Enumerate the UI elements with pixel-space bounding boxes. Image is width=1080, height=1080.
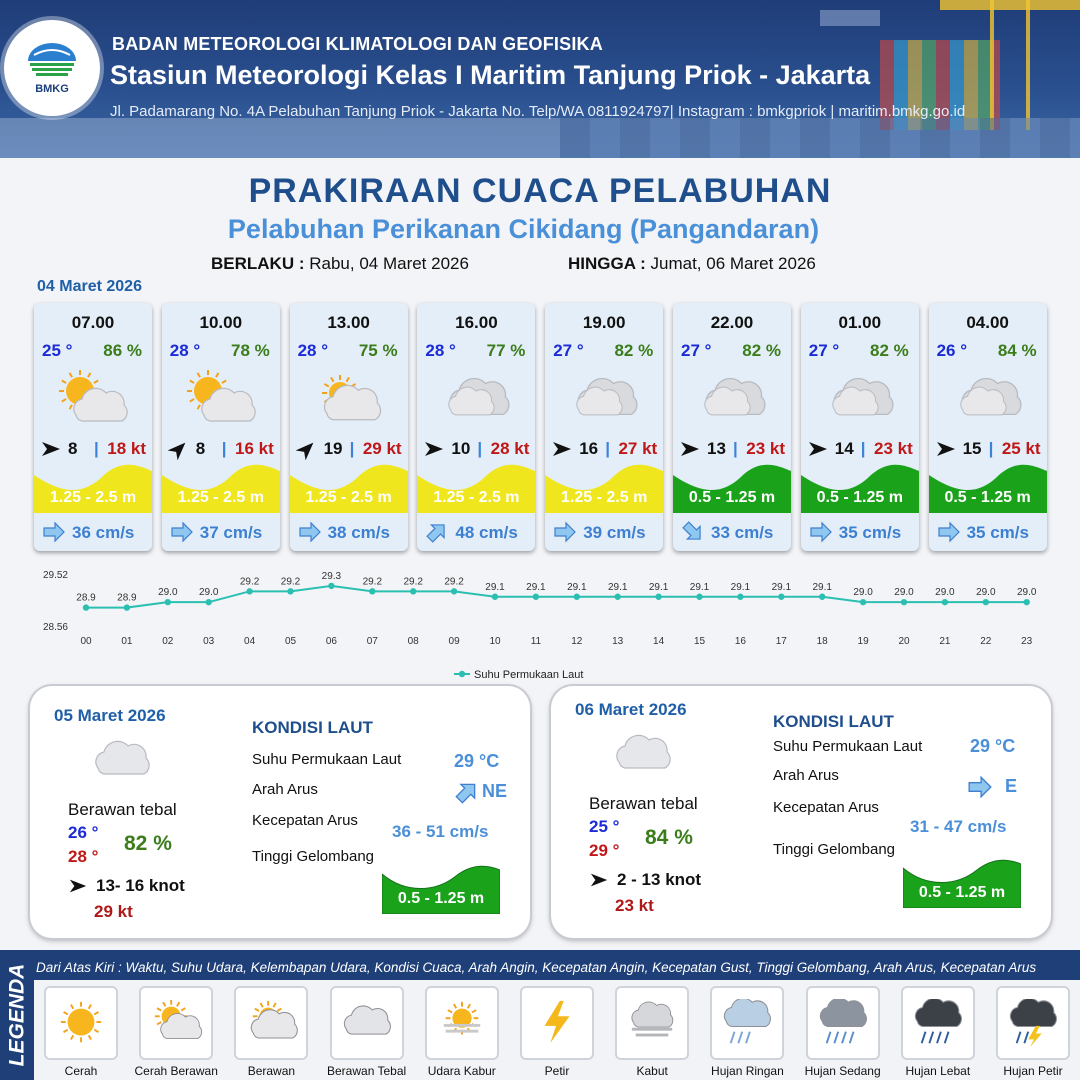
data-point xyxy=(778,594,784,600)
legend-description: Dari Atas Kiri : Waktu, Suhu Udara, Kelembapan Udara, Kondisi Cuaca, Arah Angin, Kecepatan Angin, Kecepatan Gust, Tinggi Gelombang, Arah Arus, Kecepatan Arus xyxy=(36,960,1037,975)
data-point xyxy=(492,594,498,600)
sst-label: Suhu Permukaan Laut xyxy=(773,738,923,755)
wind-gust: 23 kt xyxy=(874,439,913,458)
data-point xyxy=(615,594,621,600)
legend-item xyxy=(702,988,792,1078)
legend-label: Hujan Petir xyxy=(1003,1064,1063,1078)
wind-separator: | xyxy=(94,439,99,458)
data-label: 29.0 xyxy=(976,587,996,599)
x-tick-label: 11 xyxy=(530,636,542,647)
wind-direction-icon xyxy=(551,438,573,460)
legend-label: Kabut xyxy=(636,1064,668,1078)
x-tick-label: 08 xyxy=(407,636,419,647)
cloud-sun-icon xyxy=(244,999,298,1047)
sst-line-chart xyxy=(30,560,1070,685)
x-tick-label: 02 xyxy=(162,636,174,647)
cloud-icon xyxy=(340,999,394,1047)
current-speed: 31 - 47 cm/s xyxy=(910,817,1007,836)
thunderstorm-icon xyxy=(1006,999,1060,1047)
hour-card xyxy=(417,303,535,551)
air-temperature: 28 ° xyxy=(425,341,456,360)
weather-condition-icon xyxy=(314,369,384,429)
data-label: 29.2 xyxy=(280,576,301,588)
wave-height-label: Tinggi Gelombang xyxy=(773,841,896,858)
legend-icon-box xyxy=(903,988,973,1058)
legend-label: Berawan xyxy=(247,1064,296,1078)
wind-direction-icon xyxy=(296,438,318,460)
wind-direction-icon xyxy=(679,438,701,460)
data-point xyxy=(246,588,252,594)
legend-icon-box xyxy=(808,988,878,1058)
x-tick-label: 13 xyxy=(612,636,624,647)
wind-separator: | xyxy=(477,439,483,458)
data-point xyxy=(737,594,743,600)
air-temperature: 27 ° xyxy=(808,341,840,360)
wind-direction-icon xyxy=(68,876,88,896)
wind-separator: | xyxy=(860,439,866,458)
data-point xyxy=(83,604,89,610)
day-date: 05 Maret 2026 xyxy=(54,706,166,725)
wind-row xyxy=(417,438,535,462)
hour-card xyxy=(545,303,663,551)
legend-series-name: Suhu Permukaan Laut xyxy=(474,669,584,681)
haze-icon xyxy=(435,999,489,1047)
wind-row xyxy=(673,438,791,462)
legend-label: Hujan Ringan xyxy=(711,1064,784,1078)
sea-condition-heading: KONDISI LAUT xyxy=(252,718,373,737)
weather-condition-icon xyxy=(697,369,767,429)
cloud-icon xyxy=(613,730,673,780)
current-direction-icon xyxy=(170,520,194,544)
wind-separator: | xyxy=(349,439,355,458)
wind-direction-icon xyxy=(423,438,445,460)
x-tick-label: 15 xyxy=(693,636,706,647)
wave-height: 0.5 - 1.25 m xyxy=(397,890,485,907)
legend-label: Hujan Lebat xyxy=(905,1064,971,1078)
bmkg-logo xyxy=(4,20,100,116)
day-panel-05 xyxy=(30,686,530,938)
current-direction-icon xyxy=(425,520,449,544)
sst-value: 29 °C xyxy=(970,736,1016,756)
legend-item xyxy=(512,988,602,1078)
legend-label: Hujan Sedang xyxy=(804,1064,881,1078)
current-direction-label: Arah Arus xyxy=(252,781,318,798)
condition-text: Berawan tebal xyxy=(589,794,698,813)
data-point xyxy=(942,599,948,605)
x-tick-label: 04 xyxy=(244,636,256,647)
wave-height: 1.25 - 2.5 m xyxy=(561,489,648,506)
data-label: 29.1 xyxy=(567,581,587,593)
hour-card xyxy=(162,303,280,551)
wave-height: 1.25 - 2.5 m xyxy=(177,489,264,506)
wave-height: 0.5 - 1.25 m xyxy=(918,884,1006,901)
data-point xyxy=(124,604,130,610)
legend-icon-box xyxy=(712,988,782,1058)
y-tick-label: 29.52 xyxy=(42,570,68,581)
y-tick-label: 28.56 xyxy=(42,622,68,633)
condition-text: Berawan tebal xyxy=(68,800,177,819)
temp-max: 29 ° xyxy=(589,841,620,860)
x-tick-label: 07 xyxy=(366,636,378,647)
sst-chart xyxy=(30,560,1070,685)
wind-separator: | xyxy=(605,439,610,458)
sun-icon xyxy=(54,999,108,1047)
x-tick-label: 17 xyxy=(775,636,787,647)
data-label: 29.2 xyxy=(444,576,464,588)
current-speed-label: Kecepatan Arus xyxy=(252,812,358,829)
x-tick-label: 06 xyxy=(325,636,337,647)
current-direction-icon xyxy=(454,779,480,805)
temp-max: 28 ° xyxy=(68,847,99,866)
data-point xyxy=(369,588,375,594)
light-rain-icon xyxy=(720,999,774,1047)
data-point xyxy=(206,599,212,605)
x-tick-label: 16 xyxy=(734,636,746,647)
data-label: 28.9 xyxy=(76,592,96,604)
current-speed: 48 cm/s xyxy=(455,523,518,542)
humidity: 82 % xyxy=(614,341,654,360)
header-banner xyxy=(0,0,1080,158)
wind-separator: | xyxy=(733,439,738,458)
wind-row xyxy=(929,438,1047,462)
wave-height: 0.5 - 1.25 m xyxy=(816,489,903,506)
current-direction-icon xyxy=(937,520,961,544)
wind-range: 2 - 13 knot xyxy=(617,870,702,889)
current-speed: 35 cm/s xyxy=(966,523,1029,542)
data-label: 29.0 xyxy=(1016,587,1037,599)
legend-item xyxy=(417,988,507,1078)
port-name: Pelabuhan Perikanan Cikidang (Pangandaran) xyxy=(227,214,820,244)
data-point xyxy=(574,594,580,600)
data-point xyxy=(983,599,989,605)
current-speed: 36 - 51 cm/s xyxy=(392,822,489,841)
hour-card xyxy=(290,303,408,551)
data-point xyxy=(655,594,661,600)
weather-condition-icon xyxy=(58,369,128,429)
wind-speed: 16 xyxy=(579,439,599,458)
data-label: 29.1 xyxy=(526,581,546,593)
legend-item xyxy=(607,988,697,1078)
data-label: 29.1 xyxy=(730,581,751,593)
legend-label: Berawan Tebal xyxy=(327,1064,407,1078)
sea-condition-heading: KONDISI LAUT xyxy=(773,712,894,731)
current-row xyxy=(162,518,280,548)
data-point xyxy=(901,599,907,605)
current-direction: E xyxy=(1005,776,1018,796)
gust: 29 kt xyxy=(94,902,133,921)
day-panel-06 xyxy=(551,686,1051,938)
data-label: 29.1 xyxy=(689,581,710,593)
wind-row xyxy=(162,438,280,462)
wave-height: 1.25 - 2.5 m xyxy=(305,489,392,506)
air-temperature: 25 ° xyxy=(42,341,73,360)
x-tick-label: 09 xyxy=(448,636,460,647)
wind-direction-icon xyxy=(40,438,62,460)
current-direction-icon xyxy=(967,774,993,800)
legend-item xyxy=(226,988,316,1078)
wind-speed: 14 xyxy=(834,439,854,458)
wind-direction-icon xyxy=(589,870,609,890)
valid-from: BERLAKU : Rabu, 04 Maret 2026 xyxy=(211,254,469,273)
legend-item xyxy=(988,988,1078,1078)
page-title: PRAKIRAAN CUACA PELABUHAN xyxy=(248,172,832,210)
current-direction-icon xyxy=(298,520,322,544)
legend-icon-box xyxy=(141,988,211,1058)
humidity: 84 % xyxy=(997,341,1037,360)
data-label: 28.9 xyxy=(117,592,137,604)
legend-item xyxy=(322,988,412,1078)
current-speed: 36 cm/s xyxy=(72,523,135,542)
wind-row xyxy=(290,438,408,462)
sst-value: 29 °C xyxy=(454,751,500,771)
cloud-icon xyxy=(92,736,152,786)
wave-height: 1.25 - 2.5 m xyxy=(433,489,520,506)
legend-label: Petir xyxy=(544,1064,570,1078)
data-point xyxy=(860,599,866,605)
current-row xyxy=(417,518,535,548)
wind-gust: 18 kt xyxy=(107,439,146,458)
current-speed: 37 cm/s xyxy=(199,523,263,542)
data-point xyxy=(410,588,416,594)
data-label: 29.1 xyxy=(648,581,669,593)
legend-icon-box xyxy=(236,988,306,1058)
current-speed-label: Kecepatan Arus xyxy=(773,799,879,816)
wind-row xyxy=(34,438,152,462)
wind-gust: 16 kt xyxy=(235,439,274,458)
wind-gust: 28 kt xyxy=(490,439,530,458)
current-direction-icon xyxy=(42,520,66,544)
current-speed: 39 cm/s xyxy=(583,523,646,542)
hour-card xyxy=(673,303,791,551)
wind-direction-icon xyxy=(168,438,190,460)
air-temperature: 28 ° xyxy=(297,341,329,360)
legend-item xyxy=(131,988,221,1078)
moderate-rain-icon xyxy=(816,999,870,1047)
weather-condition-icon xyxy=(953,369,1023,429)
wind-gust: 27 kt xyxy=(618,439,658,458)
wind-gust: 23 kt xyxy=(746,439,785,458)
wind-direction-icon xyxy=(807,438,829,460)
wind-separator: | xyxy=(988,439,994,458)
data-point xyxy=(165,599,171,605)
legend-icon-box xyxy=(617,988,687,1058)
station-name: Stasiun Meteorologi Kelas I Maritim Tanjung Priok - Jakarta xyxy=(110,60,871,90)
air-temperature: 26 ° xyxy=(936,341,968,360)
legend-item xyxy=(893,988,983,1078)
x-tick-label: 20 xyxy=(898,636,910,647)
legend-title: LEGENDA xyxy=(5,963,28,1067)
legend-icon-box xyxy=(332,988,402,1058)
data-point xyxy=(533,594,539,600)
current-direction-icon xyxy=(681,520,705,544)
forecast-time: 22.00 xyxy=(710,313,754,332)
humidity: 78 % xyxy=(231,341,270,360)
data-label: 29.2 xyxy=(403,576,423,588)
forecast-time: 16.00 xyxy=(455,313,498,332)
data-label: 29.1 xyxy=(771,581,792,593)
forecast-time: 07.00 xyxy=(71,313,115,332)
legend-label: Udara Kabur xyxy=(427,1064,496,1078)
legend-icon-box xyxy=(998,988,1068,1058)
logo-text: BMKG xyxy=(35,83,69,95)
gust: 23 kt xyxy=(615,896,654,915)
wind-row xyxy=(801,438,919,462)
wind-speed: 15 xyxy=(962,439,982,458)
hour-card xyxy=(929,303,1047,551)
wave-height: 0.5 - 1.25 m xyxy=(688,489,776,506)
forecast-time: 13.00 xyxy=(327,313,370,332)
sun-cloud-icon xyxy=(149,999,203,1047)
hour-card xyxy=(801,303,919,551)
legend-icon-box xyxy=(522,988,592,1058)
wind-separator: | xyxy=(221,439,227,458)
legend-marker xyxy=(459,671,465,677)
station-address: Jl. Padamarang No. 4A Pelabuhan Tanjung Priok - Jakarta No. Telp/WA 0811924797| Instagram : bmkgpriok | maritim.bmkg.go.id xyxy=(110,103,966,120)
day-date: 06 Maret 2026 xyxy=(575,700,687,719)
humidity: 75 % xyxy=(358,341,398,360)
humidity: 82 % xyxy=(124,832,172,855)
current-row xyxy=(929,518,1047,548)
data-point xyxy=(451,588,457,594)
current-row xyxy=(545,518,663,548)
air-temperature: 27 ° xyxy=(681,341,712,360)
x-tick-label: 10 xyxy=(489,636,501,647)
legend-icon-box xyxy=(427,988,497,1058)
data-label: 29.0 xyxy=(853,587,873,599)
sst-label: Suhu Permukaan Laut xyxy=(252,751,402,768)
x-tick-label: 12 xyxy=(571,636,583,647)
current-row xyxy=(673,518,791,548)
weather-condition-icon xyxy=(441,369,511,429)
forecast-time: 19.00 xyxy=(582,313,626,332)
data-point xyxy=(1024,599,1030,605)
fog-icon xyxy=(625,999,679,1047)
wind-speed: 19 xyxy=(323,439,343,458)
series-line xyxy=(86,586,1027,608)
x-tick-label: 01 xyxy=(121,636,133,647)
wave-height: 1.25 - 2.5 m xyxy=(49,489,137,506)
weather-condition-icon xyxy=(825,369,895,429)
current-direction-label: Arah Arus xyxy=(773,767,839,784)
legend-icon-box xyxy=(46,988,116,1058)
data-label: 29.3 xyxy=(321,570,342,582)
bmkg-emblem-icon xyxy=(24,41,80,81)
x-tick-label: 18 xyxy=(816,636,828,647)
x-tick-label: 22 xyxy=(980,636,992,647)
current-speed: 33 cm/s xyxy=(711,523,774,542)
current-speed: 35 cm/s xyxy=(838,523,902,542)
x-tick-label: 19 xyxy=(857,636,869,647)
legend-label: Cerah Berawan xyxy=(134,1064,218,1078)
wave-height: 0.5 - 1.25 m xyxy=(944,489,1031,506)
data-label: 29.0 xyxy=(158,587,178,599)
current-row xyxy=(801,518,919,548)
lightning-icon xyxy=(530,999,584,1047)
data-label: 29.2 xyxy=(362,576,383,588)
humidity: 86 % xyxy=(103,341,142,360)
data-point xyxy=(287,588,293,594)
wind-speed: 13 xyxy=(707,439,726,458)
x-tick-label: 00 xyxy=(80,636,92,647)
x-tick-label: 05 xyxy=(284,636,297,647)
heavy-rain-icon xyxy=(911,999,965,1047)
current-speed: 38 cm/s xyxy=(327,523,390,542)
humidity: 82 % xyxy=(742,341,781,360)
temp-min: 26 ° xyxy=(68,823,99,842)
humidity: 77 % xyxy=(486,341,526,360)
weather-condition-icon xyxy=(186,369,256,429)
wind-speed: 8 xyxy=(68,439,78,458)
wind-range: 13- 16 knot xyxy=(96,876,185,895)
x-tick-label: 21 xyxy=(939,636,951,647)
org-name: BADAN METEOROLOGI KLIMATOLOGI DAN GEOFISIKA xyxy=(112,34,603,54)
data-label: 29.1 xyxy=(485,581,505,593)
data-label: 29.0 xyxy=(894,587,914,599)
wind-direction-icon xyxy=(935,438,957,460)
x-tick-label: 03 xyxy=(203,636,215,647)
day-one-date: 04 Maret 2026 xyxy=(37,278,142,295)
data-point xyxy=(819,594,825,600)
legend-item xyxy=(36,988,126,1078)
forecast-time: 01.00 xyxy=(838,313,882,332)
wind-speed: 10 xyxy=(451,439,471,458)
data-label: 29.2 xyxy=(239,576,260,588)
air-temperature: 27 ° xyxy=(553,341,584,360)
data-label: 29.0 xyxy=(935,587,955,599)
wind-row xyxy=(545,438,663,462)
humidity: 84 % xyxy=(645,826,693,849)
weather-condition-icon xyxy=(569,369,639,429)
current-direction-icon xyxy=(809,520,833,544)
air-temperature: 28 ° xyxy=(169,341,201,360)
hour-card xyxy=(34,303,152,551)
humidity: 82 % xyxy=(870,341,909,360)
x-tick-label: 23 xyxy=(1021,636,1033,647)
legend-item xyxy=(798,988,888,1078)
data-label: 29.0 xyxy=(198,587,219,599)
wind-gust: 29 kt xyxy=(362,439,402,458)
temp-min: 25 ° xyxy=(589,817,620,836)
current-row xyxy=(290,518,408,548)
valid-until: HINGGA : Jumat, 06 Maret 2026 xyxy=(568,254,816,273)
forecast-time: 10.00 xyxy=(199,313,243,332)
current-direction-icon xyxy=(553,520,577,544)
wave-height-label: Tinggi Gelombang xyxy=(252,848,375,865)
x-tick-label: 14 xyxy=(653,636,665,647)
data-point xyxy=(328,583,334,589)
current-row xyxy=(34,518,152,548)
legend-items xyxy=(34,980,1080,1080)
legend-label: Cerah xyxy=(64,1064,98,1078)
wind-gust: 25 kt xyxy=(1001,439,1041,458)
legend xyxy=(0,950,1080,1080)
data-point xyxy=(696,594,702,600)
hourly-forecast xyxy=(34,303,1054,551)
data-label: 29.1 xyxy=(812,581,832,593)
data-label: 29.1 xyxy=(607,581,628,593)
current-direction: NE xyxy=(482,781,508,801)
wind-speed: 8 xyxy=(195,439,206,458)
forecast-time: 04.00 xyxy=(966,313,1009,332)
